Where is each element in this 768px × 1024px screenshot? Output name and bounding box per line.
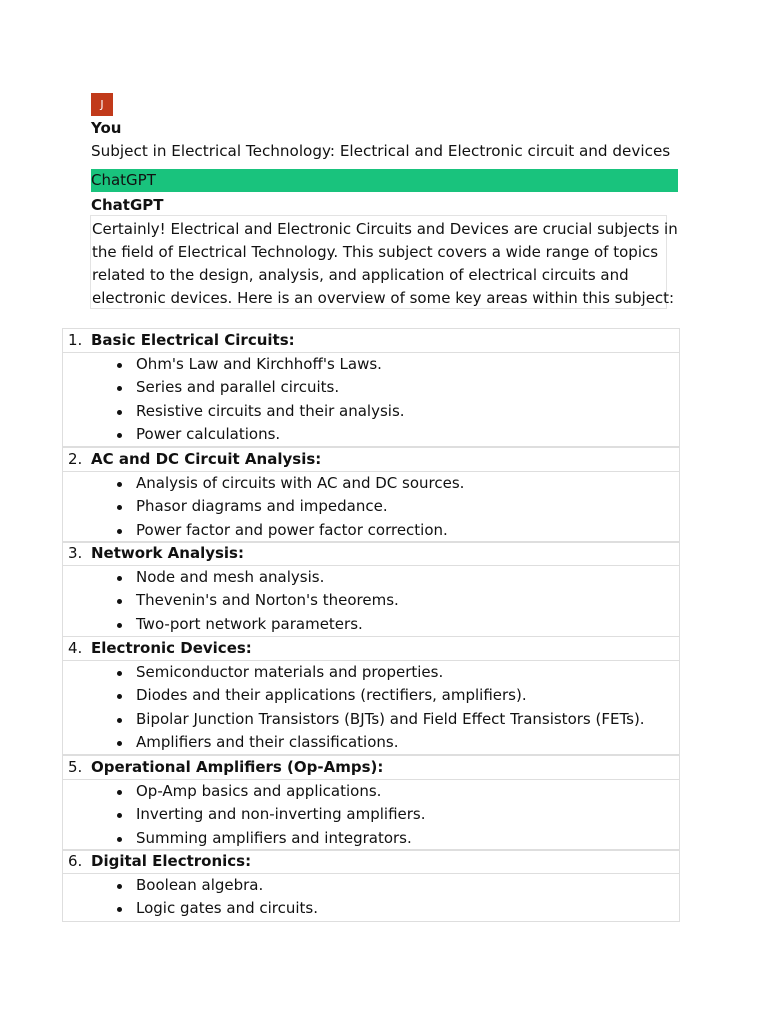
list-item: Diodes and their applications (rectifiers, amplifiers). <box>63 684 679 707</box>
topic-number: 5. <box>68 758 83 776</box>
topic-item-list <box>63 874 679 921</box>
list-item: Node and mesh analysis. <box>63 566 679 589</box>
intro-line: the field of Electrical Technology. This subject covers a wide range of topics <box>92 243 659 261</box>
topic-section-6 <box>62 849 680 922</box>
topic-number: 2. <box>68 450 83 468</box>
user-name-label: You <box>91 119 122 137</box>
topic-section-4 <box>62 636 680 755</box>
list-item: Bipolar Junction Transistors (BJTs) and Field Effect Transistors (FETs). <box>63 708 679 731</box>
assistant-intro-paragraph <box>90 215 678 309</box>
intro-line: Certainly! Electrical and Electronic Circuits and Devices are crucial subjects in <box>92 220 678 238</box>
list-item: Ohm's Law and Kirchhoff's Laws. <box>63 353 679 376</box>
topic-section-3 <box>62 541 680 637</box>
intro-line: related to the design, analysis, and application of electrical circuits and <box>92 266 629 284</box>
topic-title: Network Analysis: <box>91 544 244 562</box>
topic-heading <box>63 637 679 661</box>
topic-heading <box>63 329 679 353</box>
list-item: Logic gates and circuits. <box>63 897 679 920</box>
topic-number: 1. <box>68 331 83 349</box>
user-avatar: J <box>91 93 113 116</box>
topic-title: Basic Electrical Circuits: <box>91 331 295 349</box>
list-item: Op-Amp basics and applications. <box>63 780 679 803</box>
list-item: Thevenin's and Norton's theorems. <box>63 589 679 612</box>
topic-heading <box>63 756 679 780</box>
list-item: Inverting and non-inverting amplifiers. <box>63 803 679 826</box>
topic-title: Operational Amplifiers (Op-Amps): <box>91 758 384 776</box>
topic-item-list <box>63 566 679 636</box>
list-item: Summing amplifiers and integrators. <box>63 827 679 850</box>
topic-section-5 <box>62 755 680 851</box>
list-item: Power factor and power factor correction. <box>63 519 679 542</box>
list-item: Two-port network parameters. <box>63 613 679 636</box>
topic-heading <box>63 448 679 472</box>
topic-item-list <box>63 472 679 542</box>
topic-heading <box>63 850 679 874</box>
list-item: Series and parallel circuits. <box>63 376 679 399</box>
list-item: Analysis of circuits with AC and DC sources. <box>63 472 679 495</box>
user-message: Subject in Electrical Technology: Electrical and Electronic circuit and devices <box>91 142 671 160</box>
list-item: Power calculations. <box>63 423 679 446</box>
topic-title: Electronic Devices: <box>91 639 252 657</box>
topic-section-2 <box>62 447 680 543</box>
topic-title: AC and DC Circuit Analysis: <box>91 450 322 468</box>
topic-item-list <box>63 661 679 754</box>
topic-number: 3. <box>68 544 83 562</box>
topic-item-list <box>63 353 679 446</box>
topic-item-list <box>63 780 679 850</box>
list-item: Resistive circuits and their analysis. <box>63 400 679 423</box>
list-item: Phasor diagrams and impedance. <box>63 495 679 518</box>
list-item: Semiconductor materials and properties. <box>63 661 679 684</box>
list-item: Amplifiers and their classifications. <box>63 731 679 754</box>
list-item: Boolean algebra. <box>63 874 679 897</box>
assistant-header-bar: ChatGPT <box>91 169 678 192</box>
topic-section-1 <box>62 328 680 447</box>
intro-line: electronic devices. Here is an overview of some key areas within this subject: <box>92 289 675 307</box>
topic-number: 6. <box>68 852 83 870</box>
topic-title: Digital Electronics: <box>91 852 252 870</box>
assistant-name-label: ChatGPT <box>91 196 164 214</box>
topic-heading <box>63 542 679 566</box>
topic-number: 4. <box>68 639 83 657</box>
